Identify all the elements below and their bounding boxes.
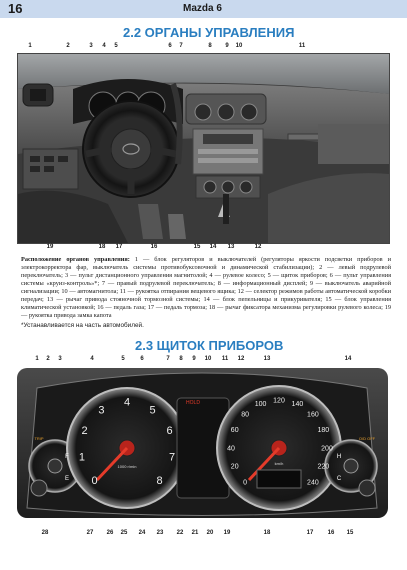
callout-13: 13 [227,244,235,250]
callout-6: 6 [168,43,172,49]
tachometer-scale-label: 5 [149,404,156,417]
cluster-callout-12: 12 [237,356,245,362]
tachometer-scale-label: 3 [98,404,105,417]
speedometer-scale-label: 180 [317,427,330,434]
controls-caption [21,256,391,320]
cluster-callout-19: 19 [223,530,231,536]
caption-body: 1 — блок регуляторов и выключателей (регуляторы яркости подсветки приборов и электрокорректора фар, выключатель системы противобуксовочной и динамической стабилизации); 2 — левый подрулевой переключатель; 3 — пульт дистанционного управления магнитолой; 4 — рулевое колесо; 5 — щиток приборов; 6 — пульт управления системы «круиз-контроль»*; 7 — правый подрулевой переключатель; 8 — информационный дисплей; 9 — выключатель аварийной сигнализации; 10 — автомагнитола; 11 — рукоятка отпирания вещевого ящика; 12 — селектор режимов работы автоматической коробки передач; 13 — рычаг привода стояночной тормозной системы; 14 — блок пепельницы и прикуривателя; 15 — блок управления климатической установкой; 16 — педаль газа; 17 — педаль тормоза; 18 — рычаг фиксатора механизма регулировки рулевого колеса; 19 — рукоятка привода замка капота [21,256,392,319]
speedometer-scale-label: 100 [254,401,267,408]
cluster-callout-17: 17 [306,530,314,536]
callout-15: 15 [193,244,201,250]
cluster-callout-3: 3 [58,356,62,362]
cluster-callout-15: 15 [346,530,354,536]
cluster-callout-14: 14 [344,356,352,362]
tachometer-unit: 1000 r/min [117,464,137,469]
speedometer-scale-label: 240 [307,479,319,487]
tachometer-scale-label: 1 [78,451,85,464]
dashboard-photo-art [18,54,389,243]
model-name: Mazda 6 [183,3,222,14]
section-title-controls: 2.2 ОРГАНЫ УПРАВЛЕНИЯ [123,25,295,40]
temp-cold-label: C [336,476,342,482]
caption-lead: Расположение органов управления: [21,256,130,263]
cluster-callout-6: 6 [140,356,144,362]
callout-17: 17 [115,244,123,250]
cluster-callout-25: 25 [120,530,128,536]
footnote: *Устанавливается на часть автомобилей. [21,322,144,329]
callout-1: 1 [28,43,32,49]
callout-8: 8 [208,43,212,49]
callout-7: 7 [179,43,183,49]
callout-14: 14 [209,244,217,250]
speedometer-scale-label: 220 [317,463,330,471]
cluster-callout-26: 26 [106,530,114,536]
tachometer-scale-label: 4 [123,396,131,409]
trip-button-label: TRIP [34,436,44,441]
cluster-callout-2: 2 [46,356,50,362]
cluster-callout-24: 24 [138,530,146,536]
callout-3: 3 [89,43,93,49]
callout-2: 2 [66,43,70,49]
cluster-callout-1: 1 [35,356,39,362]
cluster-callout-22: 22 [176,530,184,536]
tachometer-scale-label: 2 [81,425,88,438]
cluster-callout-9: 9 [192,356,196,362]
speedometer-scale-label: 0 [243,479,248,487]
hold-indicator-label: HOLD [186,400,200,406]
speedometer-scale-label: 200 [321,445,333,453]
header-band [0,0,407,18]
speedometer-scale-label: 40 [227,445,235,453]
page-number: 16 [8,1,23,16]
cluster-callout-28: 28 [41,530,49,536]
speedometer-scale-label: 80 [241,411,249,419]
instrument-cluster-photo [17,368,388,518]
speedometer-scale-label: 60 [230,427,239,434]
cluster-callout-18: 18 [263,530,271,536]
callout-12: 12 [254,244,262,250]
cluster-callout-20: 20 [206,530,214,536]
temp-hot-label: H [336,454,342,460]
od-off-button-label: O/D OFF [358,436,376,441]
cluster-callout-11: 11 [221,356,229,362]
callout-11: 11 [298,43,306,49]
cluster-callout-4: 4 [90,356,94,362]
cluster-callout-21: 21 [191,530,199,536]
speedometer-scale-label: 120 [273,397,285,405]
cluster-callout-13: 13 [263,356,271,362]
fuel-empty-label: E [64,476,70,482]
tachometer-scale-label: 6 [166,425,173,438]
callout-19: 19 [46,244,54,250]
dashboard-photo [17,53,390,244]
tachometer-scale-label: 8 [156,475,163,488]
speedometer-scale-label: 160 [307,411,319,419]
cluster-callout-10: 10 [204,356,212,362]
cluster-callout-8: 8 [179,356,183,362]
instrument-cluster-art [17,368,388,518]
callout-16: 16 [150,244,158,250]
speedometer-scale-label: 140 [291,401,304,408]
cluster-callout-16: 16 [327,530,335,536]
speedometer-unit: km/h [274,461,284,466]
callout-9: 9 [225,43,229,49]
cluster-callout-5: 5 [121,356,125,362]
callout-4: 4 [102,43,106,49]
tachometer-scale-label: 0 [91,475,98,488]
callout-5: 5 [114,43,118,49]
tachometer-scale-label: 7 [169,451,176,464]
speedometer-scale-label: 20 [230,463,239,471]
cluster-callout-27: 27 [86,530,94,536]
callout-10: 10 [235,43,243,49]
cluster-callout-7: 7 [166,356,170,362]
section-title-cluster: 2.3 ЩИТОК ПРИБОРОВ [135,338,284,353]
cluster-callout-23: 23 [156,530,164,536]
fuel-full-label: F [65,454,69,460]
odometer-display [257,470,301,488]
callout-18: 18 [98,244,106,250]
